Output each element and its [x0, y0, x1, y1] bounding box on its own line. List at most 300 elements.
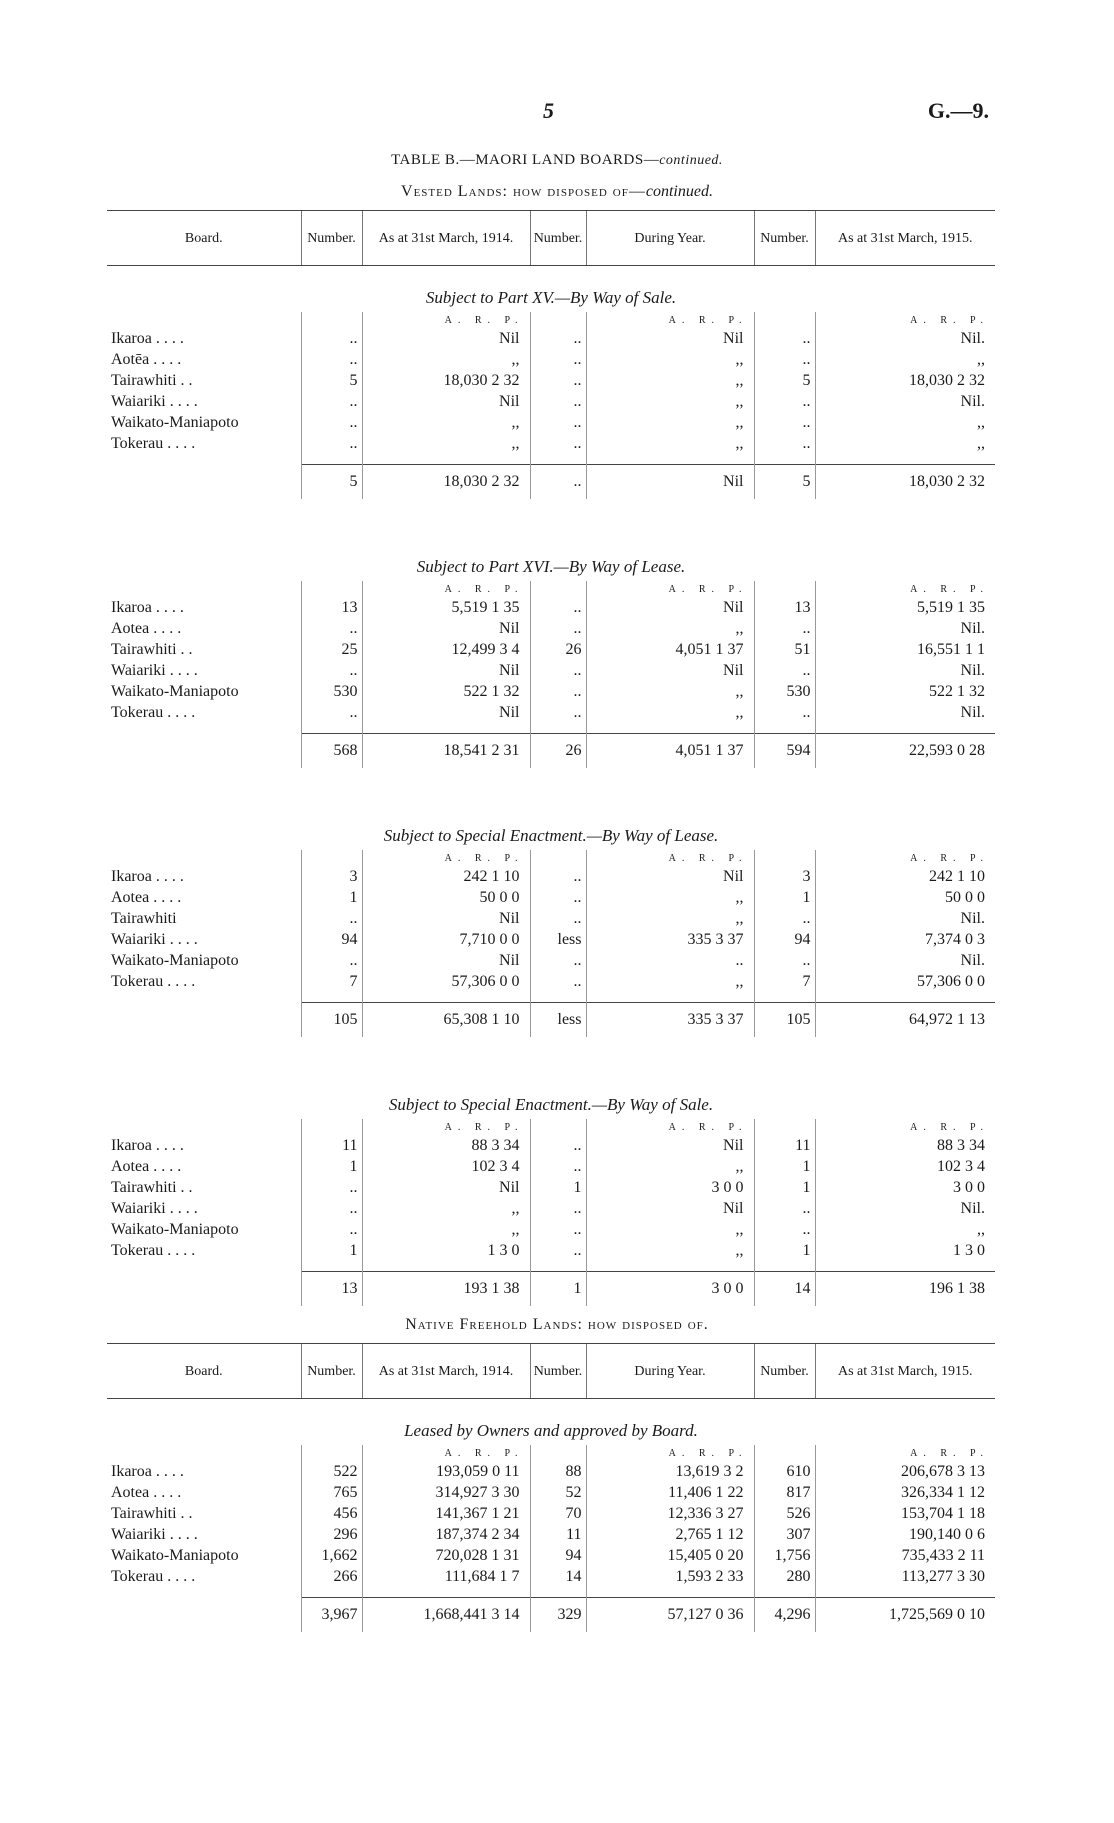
area-1915: 206,678 3 13: [815, 1461, 995, 1482]
area-1914: 111,684 1 7: [362, 1566, 530, 1587]
spacer-cell: [586, 499, 754, 535]
number-1915: 51: [754, 639, 815, 660]
number-during: ..: [530, 1219, 586, 1240]
area-1915: ,,: [815, 433, 995, 454]
area-1914: Nil: [362, 660, 530, 681]
total-area-1915: 196 1 38: [815, 1272, 995, 1307]
area-1914: 12,499 3 4: [362, 639, 530, 660]
gap-cell: [107, 1587, 301, 1598]
number-1914: ..: [301, 618, 362, 639]
units-row: [107, 1445, 995, 1461]
area-1914: ,,: [362, 1219, 530, 1240]
number-1915: 13: [754, 597, 815, 618]
units-spacer: [107, 312, 301, 328]
total-number-1914: 5: [301, 465, 362, 500]
area-during: ,,: [586, 1219, 754, 1240]
section-spacer: [107, 768, 995, 804]
area-1915: 88 3 34: [815, 1135, 995, 1156]
total-number-1915: 105: [754, 1003, 815, 1038]
units-spacer: [107, 1119, 301, 1135]
area-1914: Nil: [362, 328, 530, 349]
total-label-spacer: [107, 734, 301, 769]
gap-cell: [301, 723, 362, 734]
table-row: [107, 929, 995, 950]
number-1914: 266: [301, 1566, 362, 1587]
area-1914: Nil: [362, 618, 530, 639]
number-1915: 7: [754, 971, 815, 992]
area-1915: 3 0 0: [815, 1177, 995, 1198]
number-1914: ..: [301, 908, 362, 929]
gap-cell: [301, 454, 362, 465]
area-during: ,,: [586, 1240, 754, 1261]
number-1914: 3: [301, 866, 362, 887]
units-spacer: [754, 312, 815, 328]
number-1914: 25: [301, 639, 362, 660]
table-row: [107, 618, 995, 639]
spacer-cell: [362, 499, 530, 535]
area-during: ,,: [586, 618, 754, 639]
number-1915: 94: [754, 929, 815, 950]
table-row: [107, 433, 995, 454]
section-heading: Subject to Special Enactment.—By Way of Lease.: [383, 826, 719, 845]
number-during: ..: [530, 1156, 586, 1177]
units-label: A. R. P.: [815, 581, 995, 597]
number-1914: 5: [301, 370, 362, 391]
table-row: [107, 639, 995, 660]
spacer-cell: [301, 499, 362, 535]
table-row: [107, 866, 995, 887]
area-during: ,,: [586, 681, 754, 702]
number-1914: 296: [301, 1524, 362, 1545]
number-1914: 11: [301, 1135, 362, 1156]
total-area-during: Nil: [586, 465, 754, 500]
total-area-1915: 1,725,569 0 10: [815, 1598, 995, 1633]
table-row: [107, 1240, 995, 1261]
board-name: Aotea . . . .: [111, 1483, 182, 1501]
gap-cell: [586, 454, 754, 465]
board-name: Ikaroa . . . .: [111, 1462, 184, 1480]
area-1914: 5,519 1 35: [362, 597, 530, 618]
gap-cell: [754, 992, 815, 1003]
freehold-lands-caption: [0, 1316, 1114, 1334]
gap-cell: [586, 723, 754, 734]
gap-cell: [754, 1587, 815, 1598]
number-during: ..: [530, 866, 586, 887]
number-1914: 765: [301, 1482, 362, 1503]
number-1914: 1: [301, 887, 362, 908]
area-1915: ,,: [815, 412, 995, 433]
total-label-spacer: [107, 465, 301, 500]
number-1915: ..: [754, 618, 815, 639]
gap-cell: [754, 1261, 815, 1272]
page-code: G.—9.: [927, 98, 989, 123]
area-1915: 102 3 4: [815, 1156, 995, 1177]
total-number-during: 329: [530, 1598, 586, 1633]
col-as-at-1915: As at 31st March, 1915.: [815, 1344, 995, 1399]
col-board: Board.: [107, 211, 301, 266]
spacer-cell: [815, 768, 995, 804]
number-during: ..: [530, 618, 586, 639]
area-1914: Nil: [362, 908, 530, 929]
total-number-1914: 105: [301, 1003, 362, 1038]
spacer-cell: [586, 1037, 754, 1073]
table-row: [107, 349, 995, 370]
number-during: ..: [530, 702, 586, 723]
spacer-cell: [530, 768, 586, 804]
number-1915: ..: [754, 1198, 815, 1219]
gap-cell: [362, 1261, 530, 1272]
number-during: ..: [530, 349, 586, 370]
total-label-spacer: [107, 1272, 301, 1307]
col-number: Number.: [530, 1344, 586, 1399]
table-row: [107, 597, 995, 618]
number-during: 70: [530, 1503, 586, 1524]
area-1914: 187,374 2 34: [362, 1524, 530, 1545]
area-1914: Nil: [362, 702, 530, 723]
area-1915: Nil.: [815, 702, 995, 723]
board-name: Tairawhiti . .: [111, 640, 193, 658]
total-label-spacer: [107, 1003, 301, 1038]
number-1915: 526: [754, 1503, 815, 1524]
number-1914: ..: [301, 433, 362, 454]
table-row: [107, 1177, 995, 1198]
col-number: Number.: [301, 1344, 362, 1399]
table-row: [107, 370, 995, 391]
units-label: A. R. P.: [815, 850, 995, 866]
gap-cell: [301, 1261, 362, 1272]
area-1914: 57,306 0 0: [362, 971, 530, 992]
area-1915: 113,277 3 30: [815, 1566, 995, 1587]
number-1915: 1: [754, 1240, 815, 1261]
area-1915: 522 1 32: [815, 681, 995, 702]
number-1915: ..: [754, 328, 815, 349]
total-area-1915: 18,030 2 32: [815, 465, 995, 500]
spacer-cell: [362, 1037, 530, 1073]
gap-cell: [301, 1587, 362, 1598]
table-row: [107, 1503, 995, 1524]
area-1915: 735,433 2 11: [815, 1545, 995, 1566]
area-1915: 57,306 0 0: [815, 971, 995, 992]
units-label: A. R. P.: [362, 850, 530, 866]
board-name: Aotea . . . .: [111, 1157, 182, 1175]
area-during: Nil: [586, 1198, 754, 1219]
total-area-1914: 18,030 2 32: [362, 465, 530, 500]
board-name: Aotēa . . . .: [111, 350, 182, 368]
units-label: A. R. P.: [586, 581, 754, 597]
area-1914: 7,710 0 0: [362, 929, 530, 950]
area-1915: Nil.: [815, 660, 995, 681]
number-during: ..: [530, 370, 586, 391]
board-name: Tairawhiti . .: [111, 1504, 193, 1522]
units-spacer: [301, 850, 362, 866]
board-name: Waiariki . . . .: [111, 930, 198, 948]
area-during: ,,: [586, 433, 754, 454]
units-spacer: [530, 850, 586, 866]
number-1915: ..: [754, 412, 815, 433]
area-1915: Nil.: [815, 391, 995, 412]
table-row: [107, 681, 995, 702]
number-1915: 1: [754, 1156, 815, 1177]
total-area-during: 3 0 0: [586, 1272, 754, 1307]
gap-row: [107, 723, 995, 734]
number-1915: ..: [754, 908, 815, 929]
total-area-during: 4,051 1 37: [586, 734, 754, 769]
number-during: ..: [530, 1240, 586, 1261]
number-during: 11: [530, 1524, 586, 1545]
board-name: Tokerau . . . .: [111, 434, 196, 452]
table-row: [107, 908, 995, 929]
gap-cell: [815, 454, 995, 465]
table-row: [107, 702, 995, 723]
spacer-cell: [754, 768, 815, 804]
area-during: 13,619 3 2: [586, 1461, 754, 1482]
area-1914: 720,028 1 31: [362, 1545, 530, 1566]
units-label: A. R. P.: [586, 850, 754, 866]
spacer-cell: [754, 1037, 815, 1073]
col-number: Number.: [301, 211, 362, 266]
number-1914: 1,662: [301, 1545, 362, 1566]
gap-cell: [586, 1587, 754, 1598]
units-label: A. R. P.: [586, 1119, 754, 1135]
number-during: 94: [530, 1545, 586, 1566]
vested-lands-table: [107, 210, 995, 1306]
area-during: ,,: [586, 702, 754, 723]
board-name: Tairawhiti . .: [111, 1178, 193, 1196]
units-label: A. R. P.: [815, 312, 995, 328]
number-1914: 1: [301, 1156, 362, 1177]
col-during-year: During Year.: [586, 211, 754, 266]
table-title-cont: continued.: [659, 153, 723, 168]
number-during: ..: [530, 950, 586, 971]
area-during: ,,: [586, 349, 754, 370]
table-row: [107, 1566, 995, 1587]
area-1914: 88 3 34: [362, 1135, 530, 1156]
gap-row: [107, 992, 995, 1003]
spacer-cell: [815, 1037, 995, 1073]
spacer-cell: [530, 499, 586, 535]
area-during: ,,: [586, 971, 754, 992]
area-1914: 141,367 1 21: [362, 1503, 530, 1524]
gap-cell: [530, 454, 586, 465]
gap-cell: [530, 1587, 586, 1598]
area-during: ,,: [586, 370, 754, 391]
number-1914: ..: [301, 1177, 362, 1198]
vested-caption-text: Vested Lands: how disposed of—: [401, 183, 646, 200]
area-1914: 1 3 0: [362, 1240, 530, 1261]
units-label: A. R. P.: [586, 312, 754, 328]
total-number-1915: 594: [754, 734, 815, 769]
total-number-1914: 3,967: [301, 1598, 362, 1633]
total-area-1914: 1,668,441 3 14: [362, 1598, 530, 1633]
table-row: [107, 1461, 995, 1482]
area-during: Nil: [586, 328, 754, 349]
number-1915: ..: [754, 1219, 815, 1240]
units-spacer: [754, 1119, 815, 1135]
area-during: 4,051 1 37: [586, 639, 754, 660]
units-row: [107, 850, 995, 866]
table-row: [107, 887, 995, 908]
table-row: [107, 1198, 995, 1219]
area-during: 3 0 0: [586, 1177, 754, 1198]
section-spacer: [107, 499, 995, 535]
col-as-at-1914: As at 31st March, 1914.: [362, 211, 530, 266]
number-during: ..: [530, 597, 586, 618]
gap-cell: [362, 992, 530, 1003]
gap-cell: [530, 1261, 586, 1272]
units-row: [107, 1119, 995, 1135]
total-row: [107, 734, 995, 769]
gap-cell: [301, 992, 362, 1003]
area-during: 15,405 0 20: [586, 1545, 754, 1566]
area-1915: 16,551 1 1: [815, 639, 995, 660]
board-name: Waiariki . . . .: [111, 1525, 198, 1543]
area-1915: ,,: [815, 1219, 995, 1240]
area-1914: 314,927 3 30: [362, 1482, 530, 1503]
spacer-cell: [107, 1037, 301, 1073]
gap-cell: [815, 992, 995, 1003]
area-1915: 50 0 0: [815, 887, 995, 908]
table-row: [107, 328, 995, 349]
col-as-at-1915: As at 31st March, 1915.: [815, 211, 995, 266]
number-1915: ..: [754, 702, 815, 723]
gap-cell: [815, 1587, 995, 1598]
board-name: Aotea . . . .: [111, 888, 182, 906]
table-row: [107, 391, 995, 412]
table-row: [107, 1482, 995, 1503]
col-number: Number.: [754, 1344, 815, 1399]
board-name: Tokerau . . . .: [111, 703, 196, 721]
gap-cell: [586, 1261, 754, 1272]
gap-row: [107, 1261, 995, 1272]
area-1915: Nil.: [815, 328, 995, 349]
spacer-cell: [362, 768, 530, 804]
area-during: ,,: [586, 887, 754, 908]
number-1914: ..: [301, 412, 362, 433]
units-label: A. R. P.: [815, 1445, 995, 1461]
number-1914: 94: [301, 929, 362, 950]
gap-cell: [362, 454, 530, 465]
gap-cell: [815, 1261, 995, 1272]
board-name: Ikaroa . . . .: [111, 329, 184, 347]
area-1914: ,,: [362, 433, 530, 454]
number-1914: ..: [301, 328, 362, 349]
total-number-1915: 5: [754, 465, 815, 500]
area-1915: 7,374 0 3: [815, 929, 995, 950]
number-1915: ..: [754, 349, 815, 370]
total-number-1915: 14: [754, 1272, 815, 1307]
section-heading: Subject to Special Enactment.—By Way of Sale.: [388, 1095, 714, 1114]
units-spacer: [754, 581, 815, 597]
gap-row: [107, 1587, 995, 1598]
page-number: 5: [543, 98, 554, 123]
board-name: Waiariki . . . .: [111, 1199, 198, 1217]
number-during: ..: [530, 412, 586, 433]
units-label: A. R. P.: [815, 1119, 995, 1135]
number-1914: 1: [301, 1240, 362, 1261]
table-row: [107, 1135, 995, 1156]
area-during: ,,: [586, 908, 754, 929]
table-row: [107, 660, 995, 681]
area-1914: ,,: [362, 349, 530, 370]
section-heading-row: [107, 266, 995, 313]
number-during: ..: [530, 1198, 586, 1219]
number-1915: 11: [754, 1135, 815, 1156]
area-1914: Nil: [362, 950, 530, 971]
number-1915: ..: [754, 950, 815, 971]
total-row: [107, 1598, 995, 1633]
area-1915: Nil.: [815, 950, 995, 971]
board-name: Waikato-Maniapoto: [111, 951, 239, 969]
area-during: 11,406 1 22: [586, 1482, 754, 1503]
units-spacer: [301, 581, 362, 597]
total-area-1914: 18,541 2 31: [362, 734, 530, 769]
number-1914: ..: [301, 1219, 362, 1240]
units-label: A. R. P.: [362, 1445, 530, 1461]
spacer-cell: [815, 499, 995, 535]
area-1915: 190,140 0 6: [815, 1524, 995, 1545]
area-1915: Nil.: [815, 908, 995, 929]
area-during: Nil: [586, 660, 754, 681]
area-during: 2,765 1 12: [586, 1524, 754, 1545]
units-label: A. R. P.: [362, 312, 530, 328]
number-during: 14: [530, 1566, 586, 1587]
area-1914: 193,059 0 11: [362, 1461, 530, 1482]
area-1914: 242 1 10: [362, 866, 530, 887]
total-area-1915: 64,972 1 13: [815, 1003, 995, 1038]
number-1914: ..: [301, 349, 362, 370]
col-board: Board.: [107, 1344, 301, 1399]
number-1915: 1,756: [754, 1545, 815, 1566]
number-1915: 307: [754, 1524, 815, 1545]
total-number-during: 26: [530, 734, 586, 769]
number-1914: 7: [301, 971, 362, 992]
area-1915: 5,519 1 35: [815, 597, 995, 618]
gap-cell: [107, 454, 301, 465]
units-spacer: [530, 581, 586, 597]
board-name: Ikaroa . . . .: [111, 598, 184, 616]
section-heading: Subject to Part XV.—By Way of Sale.: [425, 288, 677, 307]
table-title-main: TABLE B.—MAORI LAND BOARDS—: [391, 152, 660, 168]
total-number-during: 1: [530, 1272, 586, 1307]
number-1914: ..: [301, 660, 362, 681]
section-heading-row: [107, 535, 995, 581]
area-during: Nil: [586, 597, 754, 618]
total-number-during: less: [530, 1003, 586, 1038]
number-1914: 13: [301, 597, 362, 618]
total-row: [107, 465, 995, 500]
units-spacer: [530, 1445, 586, 1461]
area-during: 335 3 37: [586, 929, 754, 950]
number-1914: ..: [301, 950, 362, 971]
section-spacer: [107, 1037, 995, 1073]
area-during: 12,336 3 27: [586, 1503, 754, 1524]
gap-cell: [754, 723, 815, 734]
total-number-1915: 4,296: [754, 1598, 815, 1633]
number-during: 52: [530, 1482, 586, 1503]
number-1915: 530: [754, 681, 815, 702]
board-name: Tokerau . . . .: [111, 1567, 196, 1585]
number-1915: ..: [754, 660, 815, 681]
col-as-at-1914: As at 31st March, 1914.: [362, 1344, 530, 1399]
board-name: Tairawhiti . .: [111, 371, 193, 389]
spacer-cell: [107, 768, 301, 804]
units-spacer: [530, 312, 586, 328]
number-1915: 817: [754, 1482, 815, 1503]
number-during: ..: [530, 328, 586, 349]
number-during: ..: [530, 433, 586, 454]
area-1915: Nil.: [815, 1198, 995, 1219]
section-heading-row: [107, 1399, 995, 1446]
